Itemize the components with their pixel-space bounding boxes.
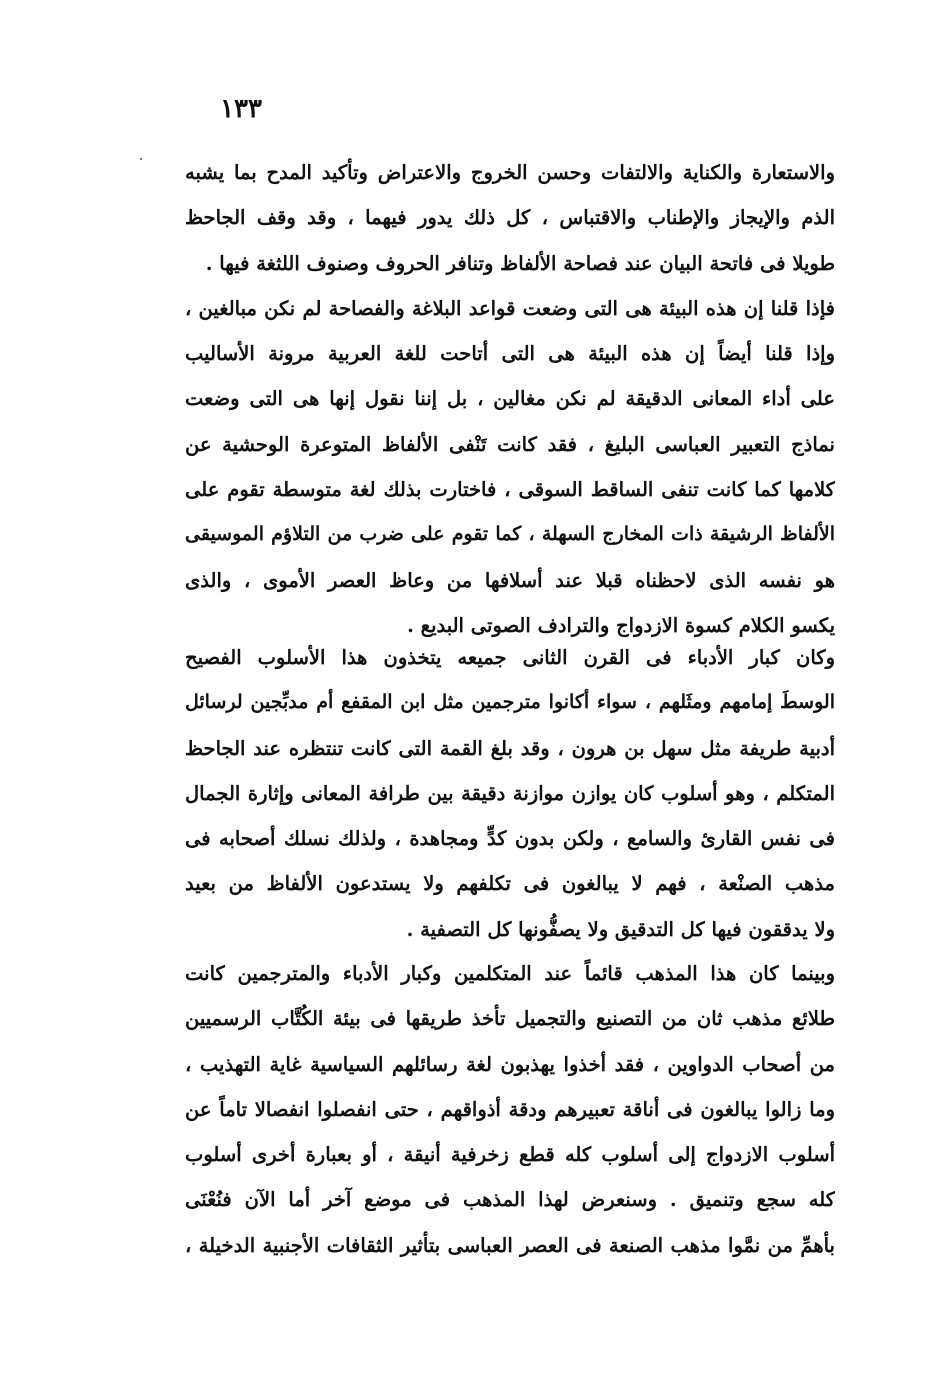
paragraph-2 bbox=[185, 635, 835, 952]
text-line: وإذا قلنا أيضاً إن هذه البيئة هى التى أتاحت للغة العربية مرونة الأساليب bbox=[185, 342, 835, 366]
text-line: بأهمِّ من نمَّوا مذهب الصنعة فى العصر العباسى بتأثير الثقافات الأجنبية الدخيلة ، bbox=[185, 1233, 835, 1257]
text-line: كلامها كما كانت تنفى الساقط السوقى ، فاختارت بذلك لغة متوسطة تقوم على bbox=[185, 478, 835, 502]
text-line: على أداء المعانى الدقيقة لم نكن مغالين ، بل إننا نقول إنها هى التى وضعت bbox=[185, 387, 835, 411]
text-line: فإذا قلنا إن هذه البيئة هى التى وضعت قواعد البلاغة والفصاحة لم نكن مبالغين ، bbox=[185, 296, 835, 320]
text-line: أسلوب الازدواج إلى أسلوب كله قطع زخرفية أنيقة ، أو بعبارة أخرى أسلوب bbox=[185, 1143, 835, 1167]
text-line: الألفاظ الرشيقة ذات المخارج السهلة ، كما تقوم على ضرب من التلاؤم الموسيقى bbox=[185, 523, 835, 546]
text-line: مذهب الصنْعة ، فهم لا يبالغون فى تكلفهم ولا يستدعون الألفاظ من بعيد bbox=[185, 872, 835, 896]
scan-speck bbox=[140, 158, 142, 160]
paragraph-3 bbox=[185, 951, 835, 1268]
text-line: والاستعارة والكناية والالتفات وحسن الخروج والاعتراض وتأكيد المدح بما يشبه bbox=[185, 161, 835, 184]
text-line: المتكلم ، وهو أسلوب كان يوازن موازنة دقيقة بين طرافة المعانى وإثارة الجمال bbox=[185, 781, 835, 805]
text-line: أدبية طريفة مثل سهل بن هرون ، وقد بلغ القمة التى كانت تنتظره عند الجاحظ bbox=[185, 736, 835, 760]
text-line: هو نفسه الذى لاحظناه قبلا عند أسلافها من وعاظ العصر الأموى ، والذى bbox=[185, 568, 835, 592]
text-line: طلائع مذهب ثان من التصنيع والتجميل تأخذ طريقها فى بيئة الكُتَّاب الرسميين bbox=[185, 1007, 835, 1031]
text-line: يكسو الكلام كسوة الازدواج والترادف الصوتى البديع . bbox=[407, 613, 835, 637]
text-line: الذم والإيجاز والإطناب والاقتباس ، كل ذلك يدور فيهما ، وقد وقف الجاحظ bbox=[185, 206, 835, 230]
text-line: من أصحاب الدواوين ، فقد أخذوا يهذبون لغة رسائلهم السياسية غاية التهذيب ، bbox=[185, 1052, 835, 1076]
text-line: وكان كبار الأدباء فى القرن الثانى جميعه يتخذون هذا الأسلوب الفصيح bbox=[185, 646, 835, 669]
text-line: كله سجع وتنميق . وسنعرض لهذا المذهب فى موضع آخر أما الآن فنُعْنَى bbox=[185, 1188, 835, 1212]
page-number: ١٣٣ bbox=[220, 94, 262, 124]
text-line: وما زالوا يبالغون فى أناقة تعبيرهم ودقة أذواقهم ، حتى انفصلوا انفصالا تاماً عن bbox=[185, 1097, 835, 1121]
text-line: الوسطَ إمامهم ومثَلهم ، سواء أكانوا مترجمين مثل ابن المقفع أم مدبِّجين لرسائل bbox=[185, 691, 835, 714]
text-line: فى نفس القارئ والسامع ، ولكن بدون كدٍّ ومجاهدة ، ولذلك نسلك أصحابه فى bbox=[185, 827, 835, 851]
text-line: ولا يدققون فيها كل التدقيق ولا يصفُّونها كل التصفية . bbox=[406, 917, 835, 941]
text-line: نماذج التعبير العباسى البليغ ، فقد كانت تَنْفى الألفاظ المتوعرة الوحشية عن bbox=[185, 432, 835, 456]
paragraph-1 bbox=[185, 150, 835, 648]
text-line: وبينما كان هذا المذهب قائماً عند المتكلمين وكبار الأدباء والمترجمين كانت bbox=[185, 962, 835, 985]
text-line: طويلا فى فاتحة البيان عند فصاحة الألفاظ وتنافر الحروف وصنوف اللثغة فيها . bbox=[205, 251, 835, 275]
